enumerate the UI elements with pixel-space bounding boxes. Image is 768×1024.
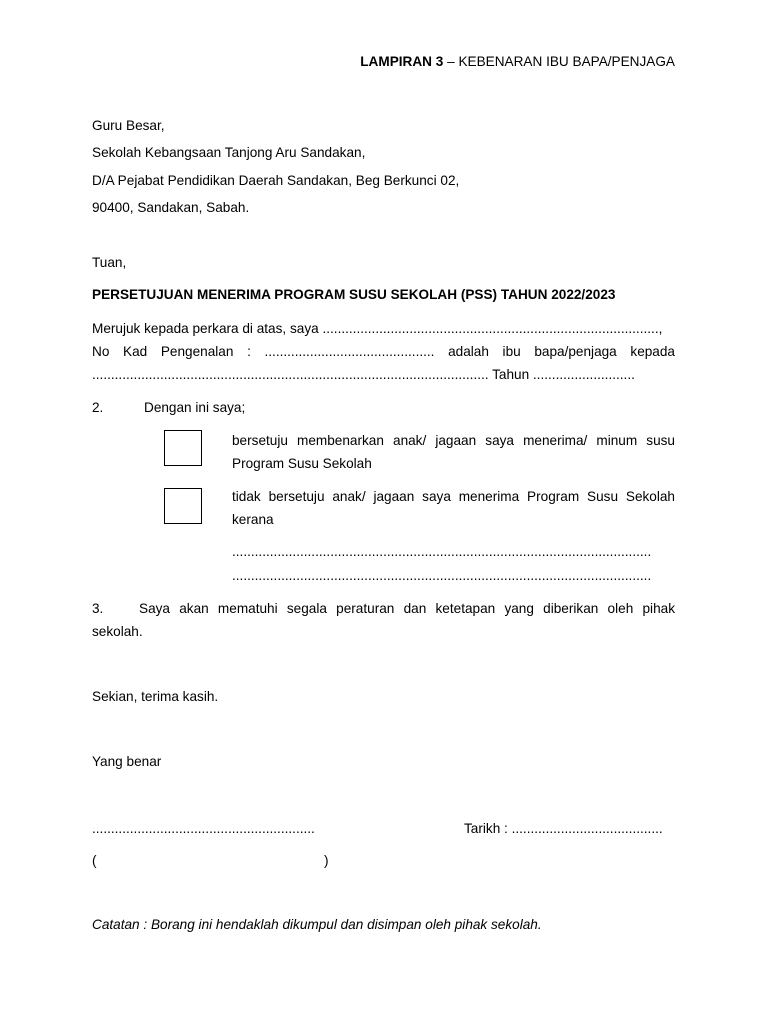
para3-line-2: sekolah. [92,624,143,639]
attachment-header [300,53,675,71]
para2-text: Dengan ini saya; [144,400,246,415]
para3-number: 3. [92,601,104,616]
address-line-2: Sekolah Kebangsaan Tanjong Aru Sandakan, [92,145,366,160]
date-field[interactable]: Tarikh : ........................................ [464,821,663,836]
yang-benar-text: Yang benar [92,754,162,769]
footnote: Catatan : Borang ini hendaklah dikumpul dan disimpan oleh pihak sekolah. [92,917,542,932]
para3-line-1: Saya akan mematuhi segala peraturan dan ketetapan yang diberikan oleh pihak [139,601,675,616]
name-close-paren: ) [324,853,329,868]
address-line-4: 90400, Sandakan, Sabah. [92,200,250,215]
agree-option-line-1: bersetuju membenarkan anak/ jagaan saya menerima/ minum susu [232,433,675,448]
agree-checkbox[interactable] [164,430,202,466]
para2-number: 2. [92,400,104,415]
reason-blank-2[interactable]: ............................................................................................................... [232,568,652,583]
address-line-1: Guru Besar, [92,118,165,133]
attachment-number: LAMPIRAN 3 [360,54,444,69]
reason-blank-1[interactable]: ............................................................................................................... [232,544,652,559]
subject-heading: PERSETUJUAN MENERIMA PROGRAM SUSU SEKOLAH (PSS) TAHUN 2022/2023 [92,287,616,302]
attachment-title: – KEBENARAN IBU BAPA/PENJAGA [443,54,675,69]
address-line-3: D/A Pejabat Pendidikan Daerah Sandakan, Beg Berkunci 02, [92,173,460,188]
signature-line[interactable]: ........................................................... [92,821,315,836]
disagree-option-line-2: kerana [232,512,274,527]
name-open-paren: ( [92,853,97,868]
salutation: Tuan, [92,255,127,270]
agree-option-line-2: Program Susu Sekolah [232,456,372,471]
para1-line-2: No Kad Pengenalan : ............................................. adalah ibu bapa/penjaga kepada [92,344,675,359]
closing-text: Sekian, terima kasih. [92,689,219,704]
para1-line-1: Merujuk kepada perkara di atas, saya ........................................................................................., [92,321,663,336]
disagree-checkbox[interactable] [164,488,202,524]
para1-line-3: ......................................................................................................... Tahun ........................... [92,367,635,382]
disagree-option-line-1: tidak bersetuju anak/ jagaan saya menerima Program Susu Sekolah [232,489,675,504]
